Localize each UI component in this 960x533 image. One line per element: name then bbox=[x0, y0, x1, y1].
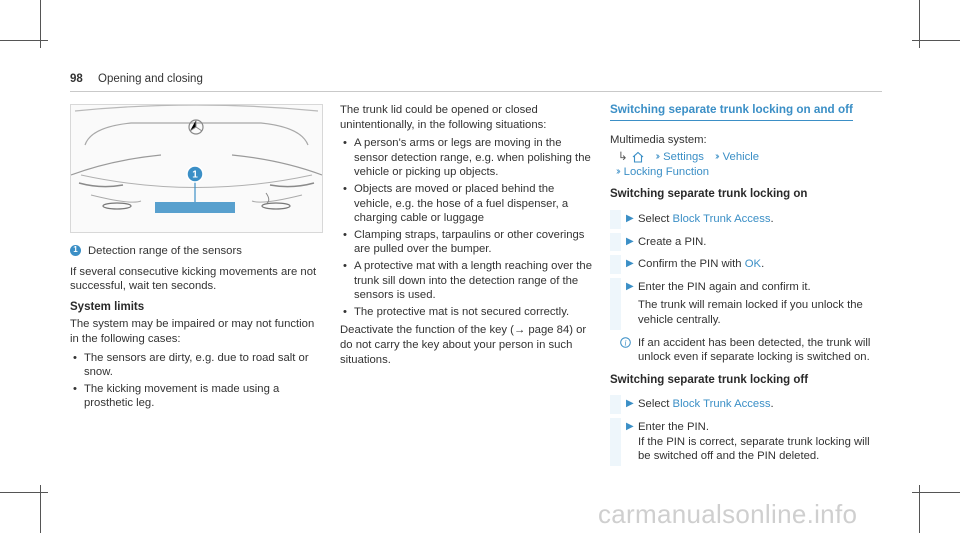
block-trunk-access-link[interactable]: Block Trunk Access bbox=[672, 212, 771, 225]
list-item: • A protective mat with a length reaching over the trunk sill down into the detection range of the sensors is used. bbox=[340, 259, 594, 303]
header-rule bbox=[70, 91, 882, 92]
step-result: The trunk will remain locked if you unlock the vehicle centrally. bbox=[610, 298, 882, 327]
note-text: If an accident has been detected, the trunk will unlock even if separate locking is switched on. bbox=[638, 336, 871, 364]
path-vehicle[interactable]: Vehicle bbox=[722, 151, 760, 164]
list-item: • A person's arms or legs are moving in the sensor detection range, e.g. when polishing the vehicle or picking up objects. bbox=[340, 136, 594, 180]
step-item: ▶ Confirm the PIN with OK. bbox=[610, 257, 882, 272]
path-locking-function[interactable]: Locking Function bbox=[623, 165, 710, 178]
menu-path bbox=[610, 150, 882, 165]
note bbox=[610, 336, 882, 365]
middle-intro: The trunk lid could be opened or closed unintentionally, in the following situations: bbox=[340, 104, 547, 131]
step-item: ▶ Create a PIN. bbox=[610, 235, 882, 250]
legend-number: 1 bbox=[70, 245, 81, 256]
situations-list bbox=[340, 136, 594, 319]
step-item: ▶ Select Block Trunk Access. bbox=[610, 397, 882, 412]
outro-post: ) or do not carry the key about your person in such situations. bbox=[340, 324, 587, 366]
crop-mark bbox=[0, 40, 48, 41]
switch-on-heading: Switching separate trunk locking on bbox=[610, 188, 808, 201]
left-intro: If several consecutive kicking movements are not successful, wait ten seconds. bbox=[70, 265, 317, 293]
callout-number: 1 bbox=[192, 169, 198, 181]
block-trunk-access-link[interactable]: Block Trunk Access bbox=[672, 398, 771, 411]
step-arrow-icon: ▶ bbox=[626, 420, 634, 432]
list-item: • Clamping straps, tarpaulins or other coverings are pulled over the bumper. bbox=[340, 228, 594, 257]
list-item: • The kicking movement is made using a prosthetic leg. bbox=[70, 382, 324, 411]
switch-off-heading: Switching separate trunk locking off bbox=[610, 373, 809, 386]
figure-legend bbox=[70, 244, 324, 259]
middle-outro bbox=[340, 323, 594, 367]
svg-text:i: i bbox=[624, 337, 627, 347]
ok-link[interactable]: OK bbox=[744, 258, 762, 271]
return-arrow-icon: ↳ bbox=[618, 151, 628, 164]
legend-text: Detection range of the sensors bbox=[88, 245, 242, 257]
step-item: ▶ Enter the PIN again and confirm it. bbox=[610, 280, 882, 295]
multimedia-label: Multimedia system: bbox=[610, 133, 707, 146]
step-item: ▶ Enter the PIN. bbox=[610, 420, 882, 435]
limits-list bbox=[70, 351, 324, 411]
left-column bbox=[70, 244, 324, 415]
page-number: 98 bbox=[70, 73, 83, 85]
step-result: If the PIN is correct, separate trunk locking will be switched off and the PIN deleted. bbox=[610, 435, 882, 464]
car-rear-illustration bbox=[71, 105, 322, 232]
section-title: Opening and closing bbox=[98, 73, 203, 85]
detection-range-highlight bbox=[155, 202, 235, 213]
page-reference-link[interactable]: page 84 bbox=[528, 324, 570, 337]
menu-path-continued bbox=[610, 165, 882, 180]
crop-mark bbox=[912, 492, 960, 493]
section-heading: Switching separate trunk locking on and off bbox=[610, 103, 853, 121]
step-item: ▶ Select Block Trunk Access. bbox=[610, 212, 882, 227]
list-item: • Objects are moved or placed behind the vehicle, e.g. the hose of a fuel dispenser, a charging cable or luggage bbox=[340, 182, 594, 226]
step-arrow-icon: ▶ bbox=[626, 398, 634, 410]
list-item: • The protective mat is not secured correctly. bbox=[340, 305, 594, 320]
arrow-icon: → bbox=[513, 324, 526, 337]
step-arrow-icon: ▶ bbox=[626, 258, 634, 270]
system-limits-heading: System limits bbox=[70, 300, 145, 313]
chevron-right-icon: ›› bbox=[616, 165, 619, 177]
home-icon[interactable] bbox=[632, 151, 644, 163]
info-icon bbox=[620, 337, 631, 353]
chevron-right-icon: ›› bbox=[655, 151, 659, 163]
path-settings[interactable]: Settings bbox=[663, 151, 704, 164]
step-arrow-icon: ▶ bbox=[626, 212, 634, 224]
list-item: • The sensors are dirty, e.g. due to road salt or snow. bbox=[70, 351, 324, 380]
step-arrow-icon: ▶ bbox=[626, 235, 634, 247]
chevron-right-icon: ›› bbox=[714, 151, 718, 163]
page-header bbox=[70, 73, 203, 85]
limits-intro: The system may be impaired or may not function in the following cases: bbox=[70, 318, 315, 345]
right-column bbox=[610, 103, 882, 472]
middle-column bbox=[340, 103, 594, 371]
crop-mark bbox=[912, 40, 960, 41]
watermark: carmanualsonline.info bbox=[598, 499, 858, 529]
car-rear-figure bbox=[70, 104, 323, 233]
crop-mark bbox=[0, 492, 48, 493]
outro-pre: Deactivate the function of the key ( bbox=[340, 324, 514, 337]
step-arrow-icon: ▶ bbox=[626, 280, 634, 292]
